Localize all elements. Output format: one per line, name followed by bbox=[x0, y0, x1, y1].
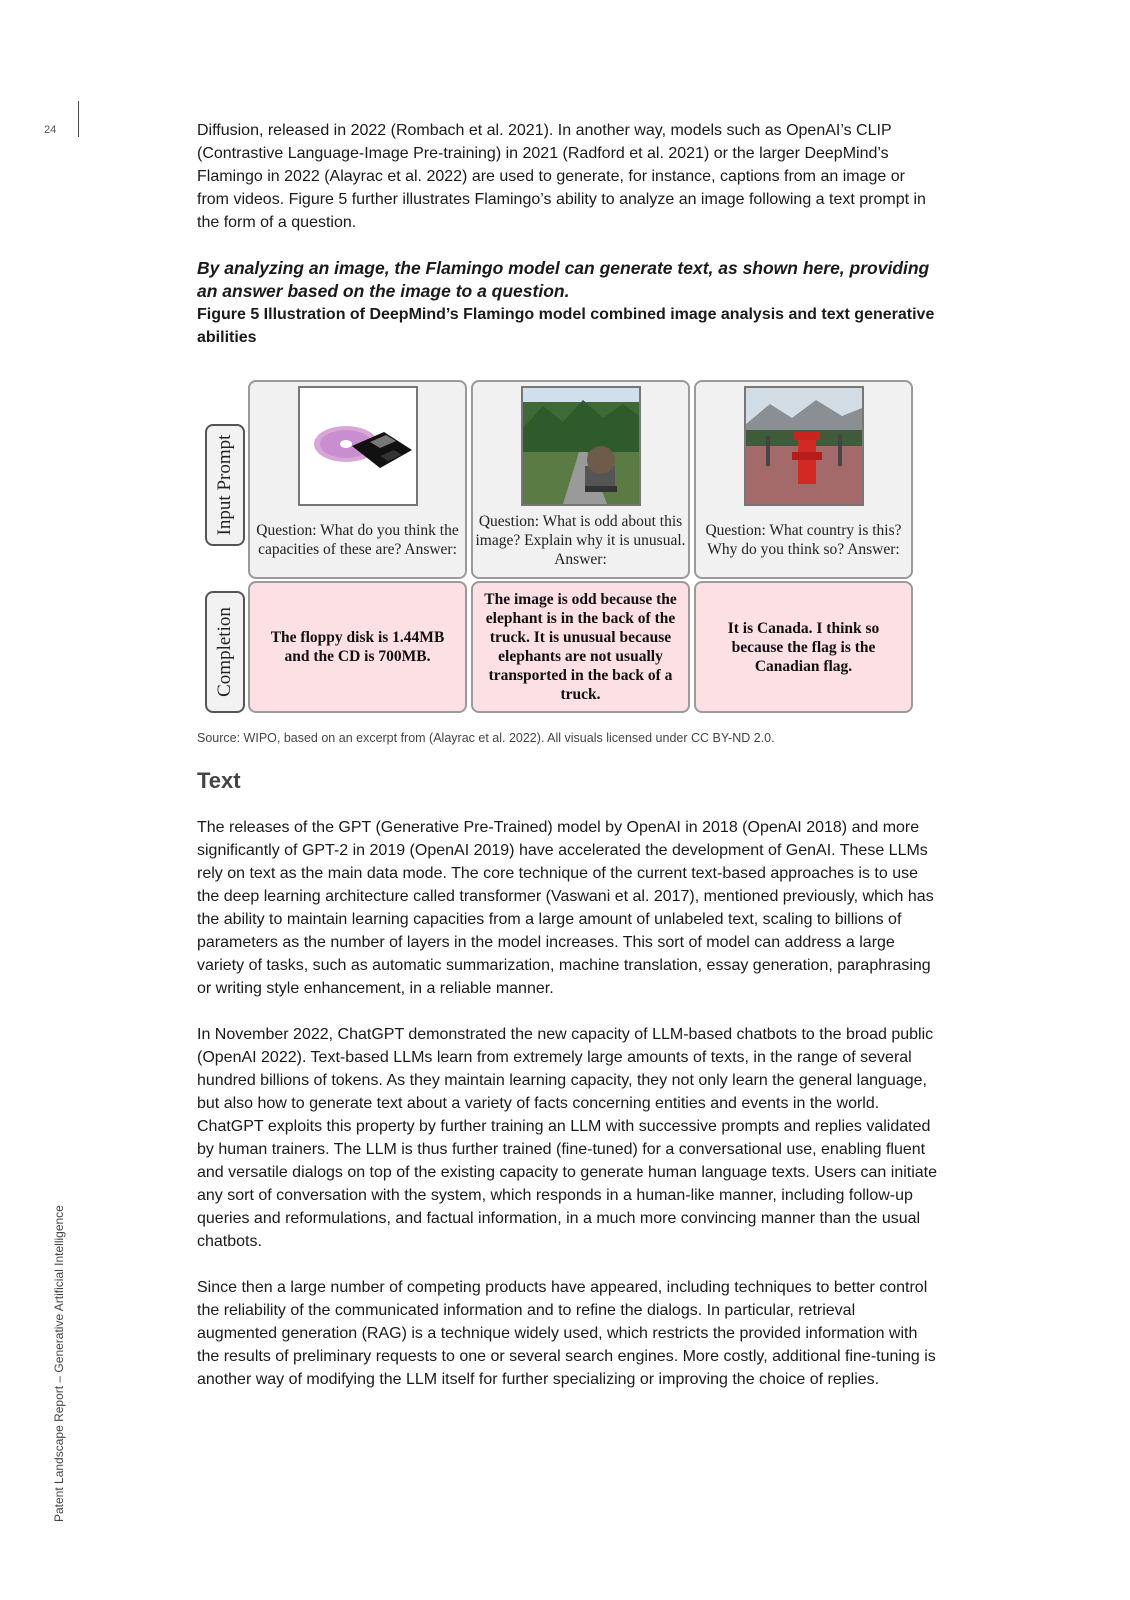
elephant-truck-image bbox=[521, 386, 641, 506]
answer-3: It is Canada. I think so because the flag is the Canadian flag. bbox=[727, 619, 880, 675]
report-side-label: Patent Landscape Report – Generative Artificial Intelligence bbox=[52, 1205, 66, 1522]
page-number: 24 bbox=[44, 124, 57, 136]
flamingo-figure bbox=[197, 380, 937, 725]
completion-cell-2 bbox=[471, 581, 690, 713]
answer-2: The image is odd because the elephant is in the back of the truck. It is unusual because elephants are not usually transported in the back of a truck. bbox=[484, 591, 677, 703]
floppy-cd-image bbox=[298, 386, 418, 506]
completion-label-text: Completion bbox=[214, 607, 235, 697]
input-prompt-label bbox=[205, 424, 245, 546]
paragraph-1: The releases of the GPT (Generative Pre-Trained) model by OpenAI in 2018 (OpenAI 2018) and more significantly of GPT-2 in 2019 (OpenAI 2019) have accelerated the development of GenAI. These LLMs rely on text as the main data mode. The core technique of the current text-based approaches is to use the deep learning architecture called transformer (Vaswani et al. 2017), mentioned previously, which has the ability to maintain learning capacities from a large amount of unlabeled text, scaling to billions of parameters as the number of layers in the model increases. This sort of model can address a large variety of tasks, such as automatic summarization, machine translation, essay generation, paraphrasing or writing style enhancement, in a reliable manner. bbox=[197, 819, 934, 997]
prompt-cell-1 bbox=[248, 380, 467, 579]
completion-cell-1 bbox=[248, 581, 467, 713]
paragraph-2: In November 2022, ChatGPT demonstrated the new capacity of LLM-based chatbots to the broad public (OpenAI 2022). Text-based LLMs learn from extremely large amounts of texts, in the range of several hundred billions of tokens. As they maintain learning capacity, they not only learn the general language, but also how to generate text about a variety of facts concerning entities and events in the world. ChatGPT exploits this property by further training an LLM with successive prompts and replies validated by human trainers. The LLM is thus further trained (fine-tuned) for a conversational use, enabling fluent and versatile dialogs on top of the existing capacity to generate human language texts. Users can initiate any sort of conversation with the system, which responds in a human-like manner, including follow-up queries and reformulations, and factual information, in a much more convincing manner than the usual chatbots. bbox=[197, 1026, 938, 1250]
input-prompt-label-text: Input Prompt bbox=[214, 434, 235, 536]
question-3: Question: What country is this? Why do you think so? Answer: bbox=[705, 522, 902, 558]
answer-1: The floppy disk is 1.44MB and the CD is 700MB. bbox=[270, 629, 445, 665]
completion-cell-3 bbox=[694, 581, 913, 713]
intro-paragraph: Diffusion, released in 2022 (Rombach et al. 2021). In another way, models such as OpenAI’s CLIP (Contrastive Language-Image Pre-training) in 2021 (Radford et al. 2021) or the larger DeepMind’s Flamingo in 2022 (Alayrac et al. 2022) are used to generate, for instance, captions from an image or from videos. Figure 5 further illustrates Flamingo’s ability to analyze an image following a text prompt in the form of a question. bbox=[197, 122, 926, 231]
figure-title: Figure 5 Illustration of DeepMind’s Flamingo model combined image analysis and text generative abilities bbox=[197, 306, 935, 346]
prompt-cell-3 bbox=[694, 380, 913, 579]
figure-caption: By analyzing an image, the Flamingo model can generate text, as shown here, providing an answer based on the image to a question. bbox=[197, 258, 930, 301]
completion-label bbox=[205, 591, 245, 713]
question-1: Question: What do you think the capacities of these are? Answer: bbox=[256, 522, 459, 558]
hydrant-image bbox=[744, 386, 864, 506]
section-heading: Text bbox=[197, 768, 241, 793]
figure-source: Source: WIPO, based on an excerpt from (Alayrac et al. 2022). All visuals licensed under CC BY-ND 2.0. bbox=[197, 731, 775, 745]
header-rule bbox=[78, 101, 79, 137]
question-2: Question: What is odd about this image? Explain why it is unusual. Answer: bbox=[475, 513, 686, 568]
prompt-cell-2 bbox=[471, 380, 690, 579]
paragraph-3: Since then a large number of competing products have appeared, including techniques to better control the reliability of the communicated information and to refine the dialogs. In particular, retrieval augmented generation (RAG) is a technique widely used, which restricts the provided information with the results of preliminary requests to one or several search engines. More costly, additional fine-tuning is another way of modifying the LLM itself for further specializing or improving the choice of replies. bbox=[197, 1279, 936, 1388]
page-content bbox=[197, 119, 937, 1391]
